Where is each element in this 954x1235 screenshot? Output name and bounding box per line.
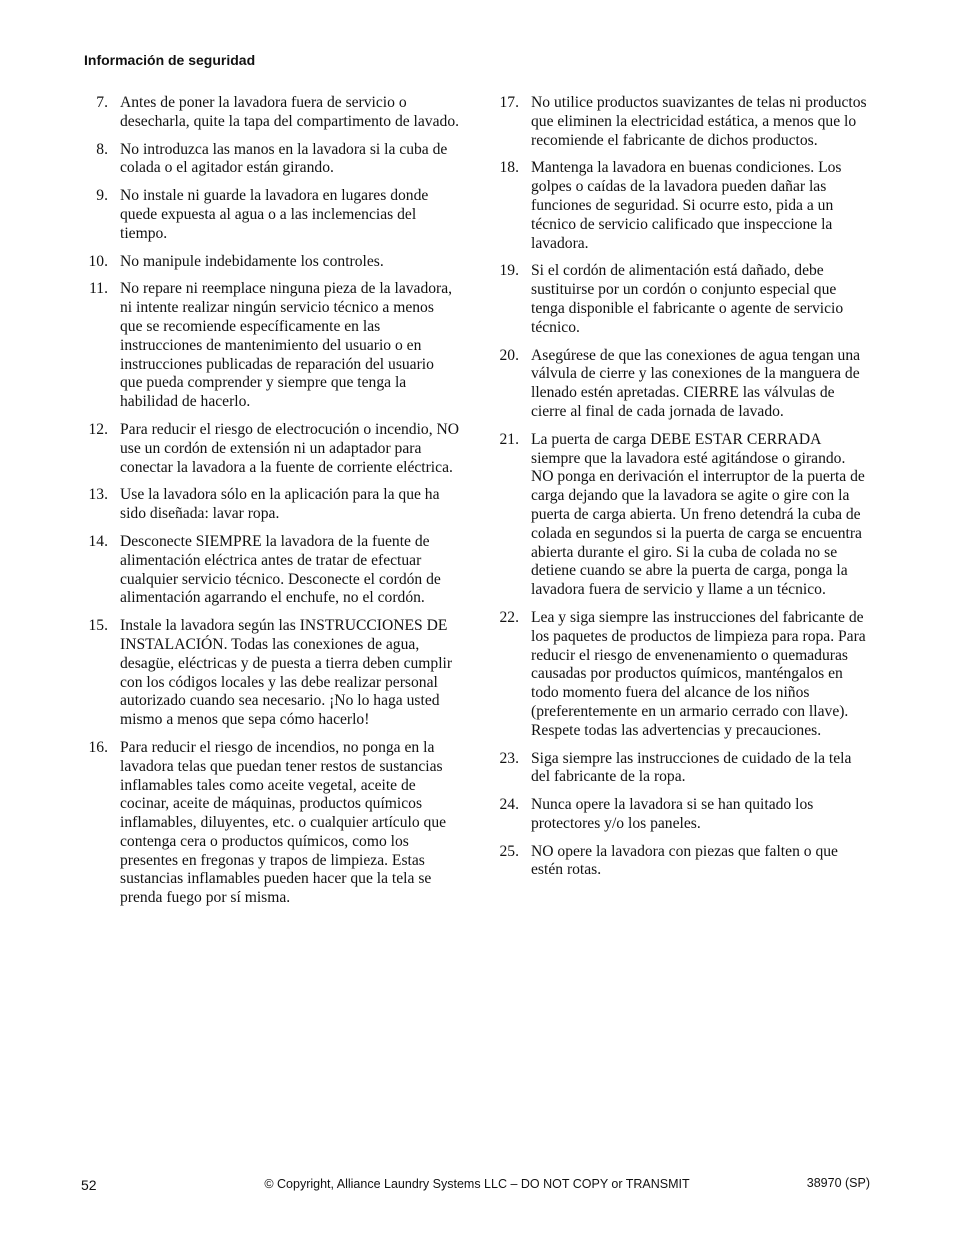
right-column [495, 94, 871, 889]
item-text: Use la lavadora sólo en la aplicación para la que ha sido diseñada: lavar ropa. [120, 486, 440, 523]
item-number: 21. [499, 430, 519, 448]
item-text: Instale la lavadora según las INSTRUCCIONES DE INSTALACIÓN. Todas las conexiones de agua, desagüe, eléctricas y de puesta a tierra deben cumplir con los códigos locales y las debe realizar personal autorizado cuando sea necesario. ¡No lo haga usted mismo a menos que sepa cómo hacerlo! [120, 617, 453, 729]
list-item [84, 94, 460, 132]
list-item [495, 347, 871, 422]
section-title: Información de seguridad [84, 52, 256, 68]
list-item [495, 262, 871, 337]
item-number: 24. [499, 796, 519, 814]
item-number: 8. [96, 140, 108, 158]
item-text: No introduzca las manos en la lavadora si la cuba de colada o el agitador están girando. [120, 140, 448, 177]
item-text: No instale ni guarde la lavadora en lugares donde quede expuesta al agua o a las inclemencias del tiempo. [120, 187, 429, 242]
item-number: 14. [88, 532, 108, 550]
item-text: La puerta de carga DEBE ESTAR CERRADA siempre que la lavadora esté agitándose o girando. NO ponga en derivación el interruptor de la puerta de carga dejando que la lavadora se agite o gire con la puerta de carga abierta. Un freno detendrá la cuba de colada en segundos si la puerta de carga se encuentra abierta durante el giro. Si la cuba de colada no se detiene cuando se abre la puerta de carga, ponga la lavadora fuera de servicio y llame a un técnico. [531, 430, 865, 599]
item-number: 18. [499, 159, 519, 177]
item-number: 12. [88, 420, 108, 438]
item-text: Lea y siga siempre las instrucciones del fabricante de los paquetes de productos de limpieza para ropa. Para reducir el riesgo de envenenamiento o quemaduras causadas por productos químicos, manténgalos en todo momento fuera del alcance de los niños (preferentemente en un armario cerrado con llave). Respete todas las advertencias y precauciones. [531, 608, 866, 739]
item-number: 20. [499, 346, 519, 364]
item-number: 9. [96, 187, 108, 205]
item-number: 10. [88, 252, 108, 270]
list-item [495, 159, 871, 253]
page-number: 52 [81, 1177, 97, 1193]
list-item [495, 843, 871, 881]
item-text: No utilice productos suavizantes de telas ni productos que eliminen la electricidad estática, a menos que lo recomiende el fabricante de dichos productos. [531, 94, 867, 149]
item-number: 7. [96, 94, 108, 111]
list-item [495, 750, 871, 788]
list-item [84, 486, 460, 524]
left-column [84, 94, 460, 917]
list-item [495, 796, 871, 834]
item-number: 11. [89, 280, 108, 298]
item-text: Para reducir el riesgo de electrocución o incendio, NO use un cordón de extensión ni un adaptador para conectar la lavadora a la fuente de corriente eléctrica. [120, 420, 460, 476]
copyright-notice: © Copyright, Alliance Laundry Systems LLC – DO NOT COPY or TRANSMIT [264, 1177, 690, 1191]
list-item [84, 280, 460, 412]
item-number: 17. [499, 94, 519, 111]
item-text: Si el cordón de alimentación está dañado, debe sustituirse por un cordón o conjunto especial que tenga disponible el fabricante o agente de servicio técnico. [531, 262, 844, 336]
item-text: Mantenga la lavadora en buenas condiciones. Los golpes o caídas de la lavadora pueden dañar las funciones de seguridad. Si ocurre esto, pida a un técnico de servicio calificado que inspeccione la lavadora. [531, 159, 842, 252]
item-text: Asegúrese de que las conexiones de agua tengan una válvula de cierre y las conexiones de la manguera de llenado estén apretadas. CIERRE las válvulas de cierre al final de cada jornada de lavado. [531, 346, 861, 420]
list-item [84, 421, 460, 477]
document-code: 38970 (SP) [806, 1176, 870, 1190]
item-text: Para reducir el riesgo de incendios, no ponga en la lavadora telas que puedan tener restos de sustancias inflamables tales como aceite vegetal, aceite de cocinar, aceite de máquinas, productos químicos inflamables, diluyentes, etc. o cualquier artículo que contenga cera o productos químicos, como los presentes en fregonas y trapos de limpieza. Estas sustancias inflamables pueden hacer que la tela se prenda fuego por sí misma. [120, 738, 447, 907]
list-item [84, 253, 460, 272]
list-item [84, 617, 460, 730]
item-text: NO opere la lavadora con piezas que falten o que estén rotas. [531, 842, 838, 879]
item-text: Desconecte SIEMPRE la lavadora de la fuente de alimentación eléctrica antes de tratar de efectuar cualquier servicio técnico. Desconecte el cordón de alimentación agarrando el enchufe, no el cordón. [120, 532, 441, 607]
item-text: No manipule indebidamente los controles. [120, 252, 384, 270]
item-text: Antes de poner la lavadora fuera de servicio o desecharla, quite la tapa del compartimento de lavado. [120, 94, 460, 130]
item-text: Nunca opere la lavadora si se han quitado los protectores y/o los paneles. [531, 796, 814, 832]
item-number: 15. [88, 617, 108, 635]
list-item [84, 187, 460, 243]
list-item [495, 609, 871, 741]
list-item [84, 141, 460, 179]
item-text: Siga siempre las instrucciones de cuidado de la tela del fabricante de la ropa. [531, 749, 852, 786]
list-item [84, 739, 460, 908]
item-number: 22. [499, 608, 519, 626]
item-number: 13. [88, 486, 108, 504]
list-item [495, 431, 871, 600]
item-number: 19. [499, 262, 519, 280]
list-item [495, 94, 871, 150]
list-item [84, 533, 460, 608]
item-number: 25. [499, 842, 519, 860]
item-number: 16. [88, 738, 108, 756]
item-number: 23. [499, 749, 519, 767]
item-text: No repare ni reemplace ninguna pieza de la lavadora, ni intente realizar ningún servicio técnico a menos que se recomiende específicamente en las instrucciones de mantenimiento del usuario o en instrucciones publicadas de reparación del usuario que pueda comprender y siempre que tenga la habilidad de hacerlo. [120, 280, 453, 411]
